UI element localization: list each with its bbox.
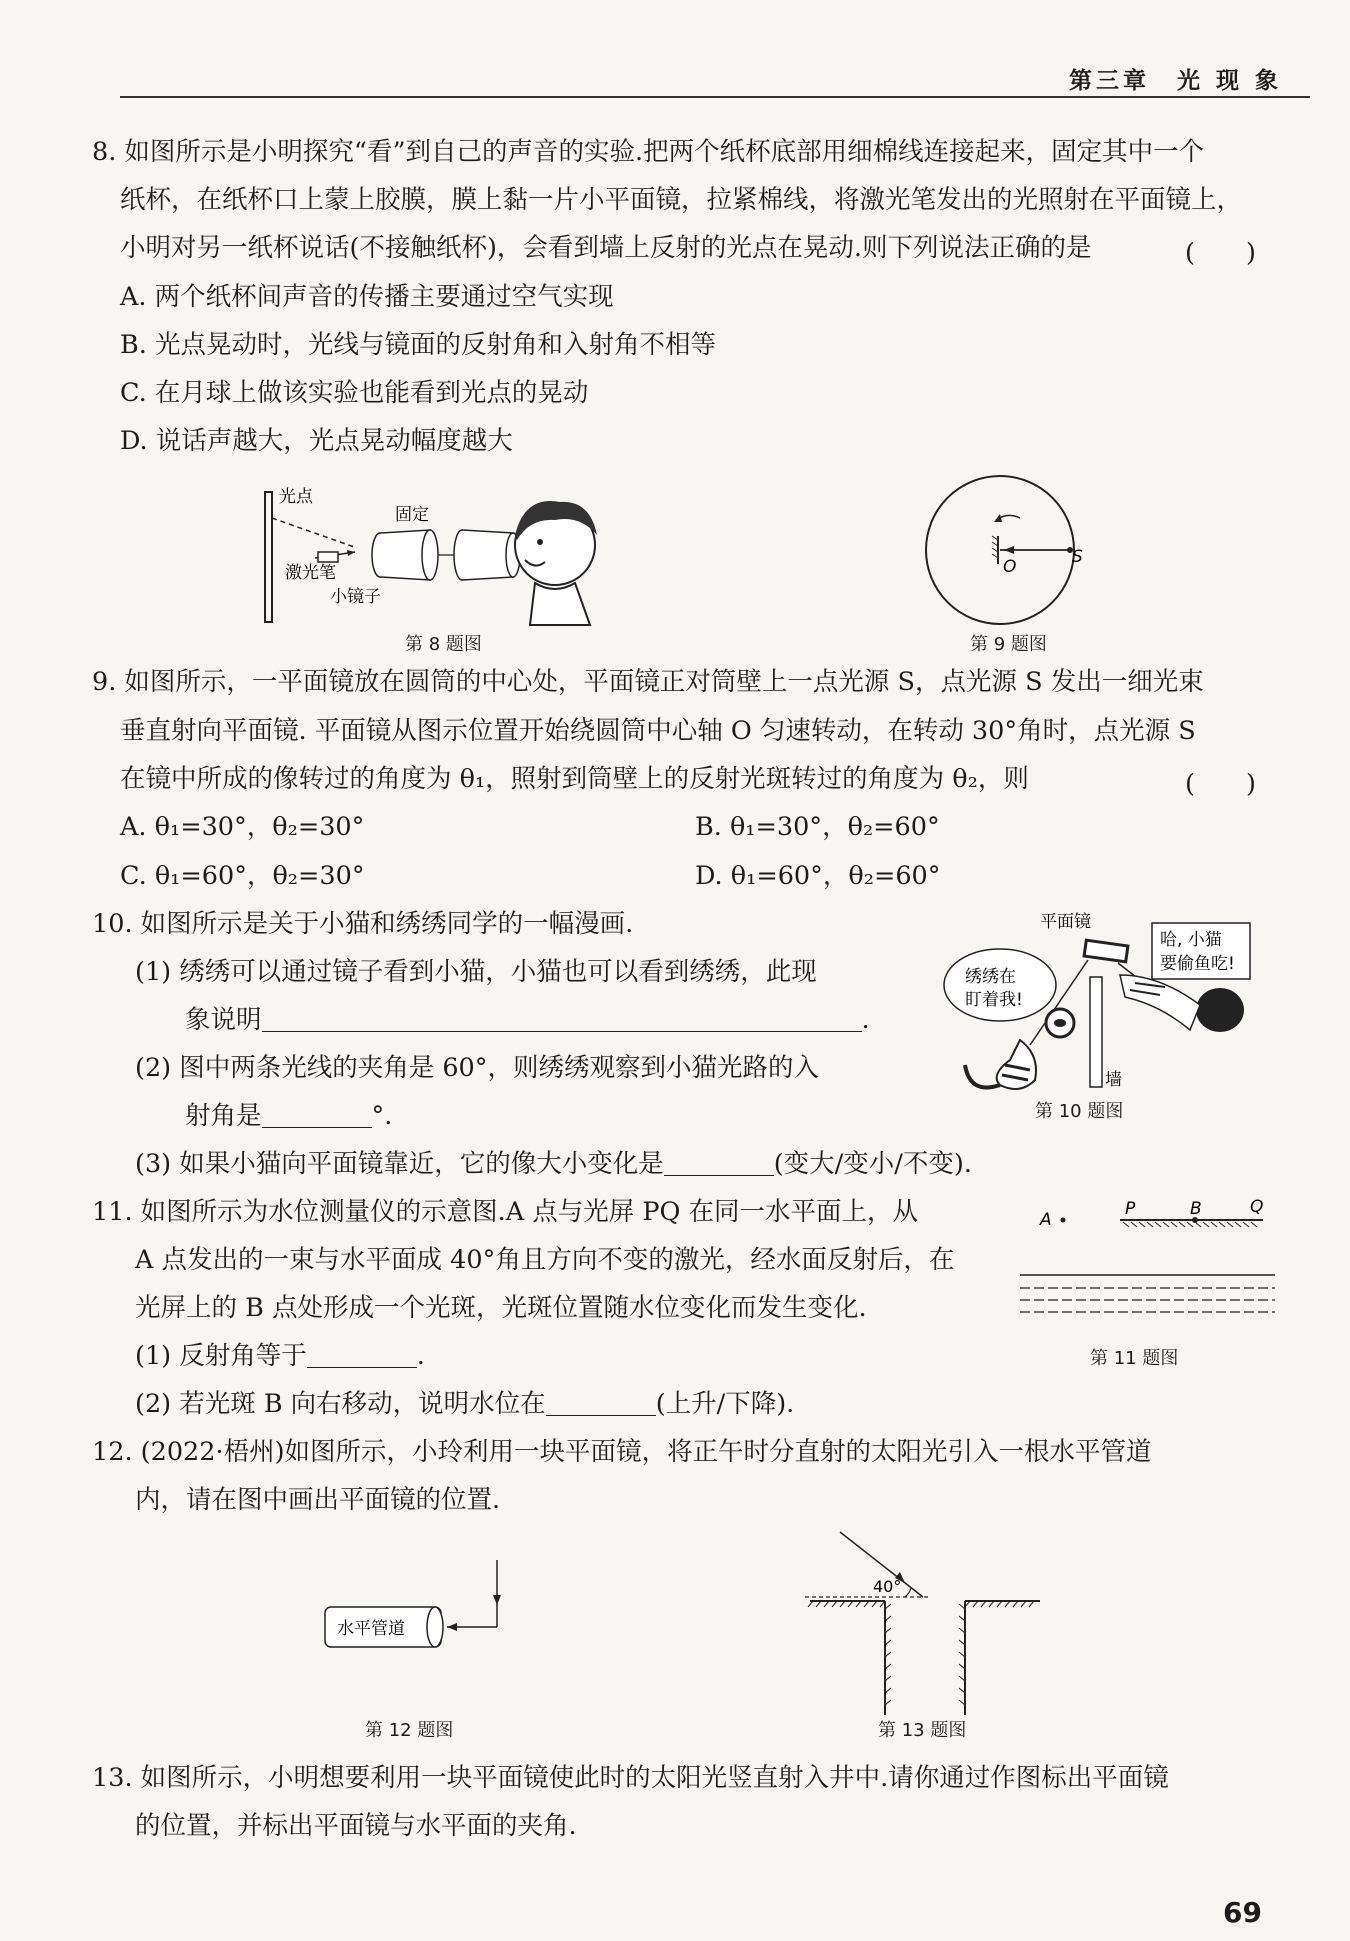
q11-label-p: P (1125, 1199, 1136, 1219)
q11-blank-1[interactable] (307, 1343, 417, 1368)
q9-option-c: C. θ₁=60°，θ₂=30° (120, 861, 365, 891)
q8-label-laser: 激光笔 (285, 563, 336, 583)
q8-label-fixed: 固定 (395, 505, 429, 525)
q12-label-pipe: 水平管道 (337, 1619, 405, 1639)
q11-label-a: A (1040, 1210, 1052, 1230)
q9-line-1: 9. 如图所示，一平面镜放在圆筒的中心处，平面镜正对筒壁上一点光源 S，点光源 S 发出一细光束 (92, 667, 1204, 697)
q11-line-3: 光屏上的 B 点处形成一个光斑，光斑位置随水位变化而发生变化. (135, 1293, 867, 1323)
q10-sub3: (3) 如果小猫向平面镜靠近，它的像大小变化是 (变大/变小/不变). (135, 1149, 972, 1179)
q13-figure (805, 1525, 1045, 1715)
q8-line-1: 8. 如图所示是小明探究“看”到自己的声音的实验.把两个纸杯底部用细棉线连接起来，固定其中一个 (92, 137, 1205, 167)
q8-figure-caption: 第 8 题图 (405, 634, 482, 655)
q10-label-wall: 墙 (1105, 1070, 1122, 1090)
q10-bubble-left-2: 盯着我! (965, 990, 1023, 1010)
q10-line-1: 10. 如图所示是关于小猫和绣绣同学的一幅漫画. (92, 909, 634, 939)
q12-figure (315, 1555, 515, 1665)
q8-line-2: 纸杯，在纸杯口上蒙上胶膜，膜上黏一片小平面镜，拉紧棉线，将激光笔发出的光照射在平面镜上， (120, 185, 1243, 215)
q11-sub1: (1) 反射角等于 . (135, 1341, 425, 1371)
q8-line-3: 小明对另一纸杯说话(不接触纸杯)，会看到墙上反射的光点在晃动.则下列说法正确的是 (120, 233, 1092, 263)
q10-figure (920, 905, 1260, 1100)
q11-figure (1005, 1190, 1285, 1340)
q10-sub1-a: (1) 绣绣可以通过镜子看到小猫，小猫也可以看到绣绣，此现 (135, 957, 817, 987)
q10-sub2-b: 射角是 °. (185, 1101, 393, 1131)
q10-sub1-b: 象说明 . (185, 1005, 870, 1035)
q12-line-1: 12. (2022·梧州)如图所示，小玲利用一块平面镜，将正午时分直射的太阳光引入一根水平管道 (92, 1437, 1152, 1467)
page-number: 69 (1223, 1896, 1262, 1929)
q13-label-angle: 40° (873, 1577, 902, 1596)
q10-blank-1[interactable] (262, 1007, 862, 1032)
q13-line-1: 13. 如图所示，小明想要利用一块平面镜使此时的太阳光竖直射入井中.请你通过作图标出平面镜 (92, 1763, 1169, 1793)
q8-option-a: A. 两个纸杯间声音的传播主要通过空气实现 (120, 282, 614, 312)
q8-figure (255, 480, 615, 630)
q9-label-o: O (1003, 557, 1017, 577)
q8-option-d: D. 说话声越大，光点晃动幅度越大 (120, 426, 513, 456)
q11-blank-2[interactable] (546, 1391, 656, 1416)
q8-label-spot: 光点 (279, 487, 313, 507)
q9-option-a: A. θ₁=30°，θ₂=30° (120, 812, 365, 842)
q10-bubble-right-2: 要偷鱼吃! (1160, 954, 1235, 974)
q10-figure-caption: 第 10 题图 (1035, 1101, 1124, 1122)
q9-answer-paren: ( ) (1185, 769, 1256, 799)
q13-figure-caption: 第 13 题图 (878, 1720, 967, 1741)
q8-option-c: C. 在月球上做该实验也能看到光点的晃动 (120, 378, 589, 408)
q8-answer-paren: ( ) (1185, 238, 1256, 268)
q9-label-s: S (1072, 547, 1083, 567)
q11-line-2: A 点发出的一束与水平面成 40°角且方向不变的激光，经水面反射后，在 (135, 1245, 955, 1275)
q9-option-b: B. θ₁=30°，θ₂=60° (695, 812, 940, 842)
q11-figure-caption: 第 11 题图 (1090, 1348, 1179, 1369)
q10-blank-3[interactable] (664, 1151, 774, 1176)
q9-line-3: 在镜中所成的像转过的角度为 θ₁，照射到筒壁上的反射光斑转过的角度为 θ₂，则 (120, 764, 1029, 794)
q9-figure-caption: 第 9 题图 (970, 634, 1047, 655)
q10-bubble-right-1: 哈, 小猫 (1160, 930, 1222, 950)
header-rule (120, 96, 1310, 98)
q12-line-2: 内，请在图中画出平面镜的位置. (135, 1485, 501, 1515)
q9-line-2: 垂直射向平面镜. 平面镜从图示位置开始绕圆筒中心轴 O 匀速转动，在转动 30°角时，点光源 S (120, 716, 1196, 746)
q12-figure-caption: 第 12 题图 (365, 1720, 454, 1741)
q10-bubble-left-1: 绣绣在 (965, 967, 1016, 987)
q11-label-b: B (1190, 1199, 1202, 1219)
q8-option-b: B. 光点晃动时，光线与镜面的反射角和入射角不相等 (120, 330, 716, 360)
q9-option-d: D. θ₁=60°，θ₂=60° (695, 861, 941, 891)
q10-blank-2[interactable] (262, 1103, 372, 1128)
q11-line-1: 11. 如图所示为水位测量仪的示意图.A 点与光屏 PQ 在同一水平面上，从 (92, 1197, 919, 1227)
q10-sub2-a: (2) 图中两条光线的夹角是 60°，则绣绣观察到小猫光路的入 (135, 1053, 820, 1083)
q13-line-2: 的位置，并标出平面镜与水平面的夹角. (135, 1811, 577, 1841)
chapter-header: 第三章 光 现 象 (1068, 68, 1282, 94)
q9-figure (920, 470, 1083, 630)
q11-sub2: (2) 若光斑 B 向右移动，说明水位在 (上升/下降). (135, 1389, 795, 1419)
q10-label-mirror: 平面镜 (1040, 912, 1091, 932)
q11-label-q: Q (1250, 1197, 1264, 1217)
q8-label-mirror: 小镜子 (330, 587, 381, 607)
